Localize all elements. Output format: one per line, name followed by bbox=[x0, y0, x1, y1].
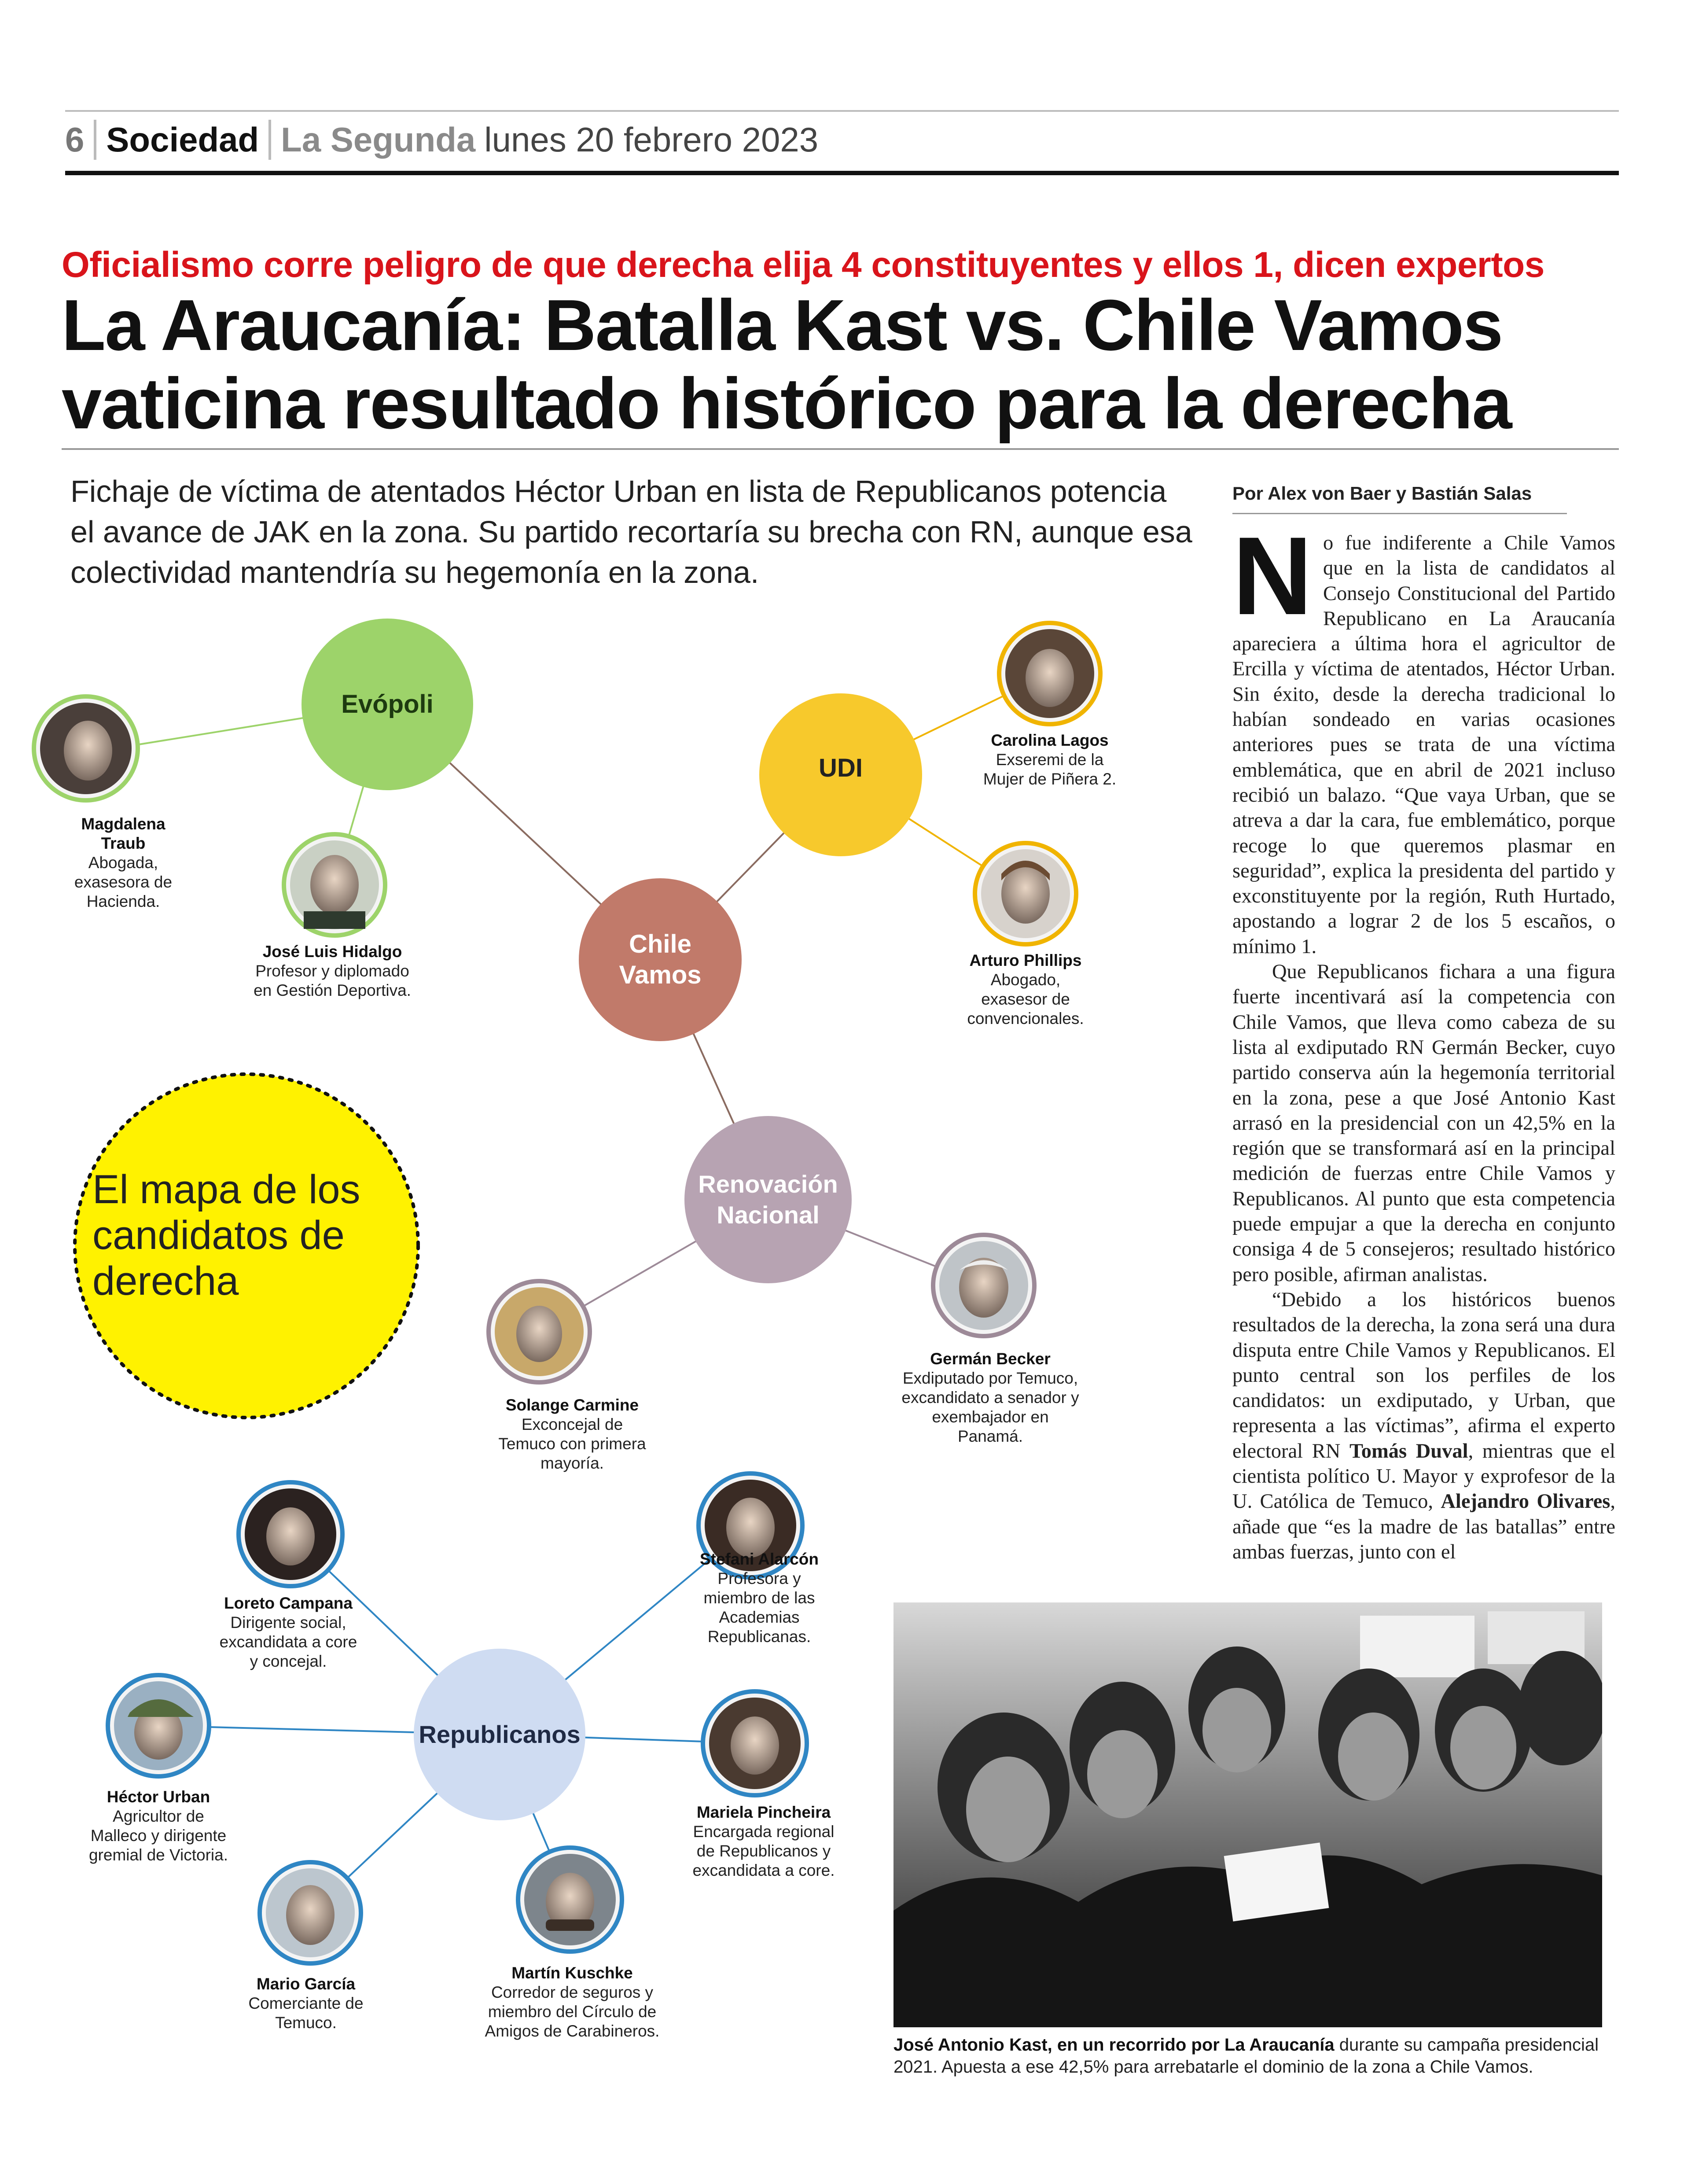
person-name: Carolina Lagos bbox=[991, 731, 1109, 749]
kast-campaign-photo bbox=[893, 1602, 1602, 2027]
chile-vamos-label-line2: Vamos bbox=[619, 961, 702, 989]
person-urban bbox=[62, 1787, 255, 1865]
chile-vamos-label bbox=[619, 929, 702, 991]
portrait-kuschke bbox=[518, 1848, 622, 1952]
newspaper-name: La Segunda bbox=[281, 120, 476, 159]
article-body bbox=[1232, 530, 1615, 1583]
portrait-becker bbox=[933, 1235, 1034, 1336]
paragraph-1 bbox=[1232, 530, 1615, 959]
person-name: Martín Kuschke bbox=[511, 1964, 633, 1982]
person-phillips bbox=[933, 951, 1118, 1028]
photo-caption bbox=[893, 2034, 1620, 2078]
person-name: Germán Becker bbox=[930, 1350, 1051, 1368]
caption-bold: José Antonio Kast, en un recorrido por La Araucanía bbox=[893, 2035, 1335, 2055]
drop-cap: N bbox=[1232, 530, 1313, 638]
person-name: José Luis Hidalgo bbox=[262, 943, 402, 961]
person-hidalgo bbox=[213, 942, 451, 1000]
portrait-phillips bbox=[975, 843, 1076, 944]
person-kuschke bbox=[462, 1963, 682, 2041]
evopoli-label: Evópoli bbox=[341, 690, 434, 718]
udi-label: UDI bbox=[819, 754, 863, 782]
person-traub bbox=[44, 814, 202, 911]
person-name: Mario García bbox=[256, 1975, 356, 1993]
person-desc: Exconcejal de Temuco con primera mayoría. bbox=[498, 1415, 646, 1472]
person-pincheira bbox=[667, 1803, 860, 1880]
rn-label-line2: Nacional bbox=[717, 1201, 820, 1229]
person-desc: Agricultor de Malleco y dirigente gremial de Victoria. bbox=[88, 1807, 228, 1864]
person-alarcon bbox=[684, 1550, 834, 1646]
person-desc: Exseremi de la Mujer de Piñera 2. bbox=[983, 751, 1117, 788]
person-garcia bbox=[227, 1974, 385, 2033]
portrait-garcia bbox=[260, 1862, 361, 1963]
paragraph-3-text-c: , añade que “es la madre de las batallas” entre ambas fuerzas, junto con el bbox=[1232, 1490, 1615, 1563]
chile-vamos-label-line1: Chile bbox=[629, 930, 691, 958]
republicanos-label: Republicanos bbox=[419, 1720, 581, 1748]
infographic-title: El mapa de los candidatos de derecha bbox=[92, 1167, 360, 1304]
portrait-traub bbox=[34, 696, 138, 800]
photo-illustration bbox=[893, 1602, 1602, 2027]
person-name: Magdalena Traub bbox=[81, 815, 165, 852]
section-name: Sociedad bbox=[96, 120, 271, 160]
rn-label bbox=[698, 1169, 838, 1230]
person-name: Héctor Urban bbox=[107, 1788, 210, 1806]
person-desc: Profesor y diplomado en Gestión Deportiva. bbox=[254, 962, 411, 999]
rn-label-line1: Renovación bbox=[698, 1170, 838, 1198]
person-name: Solange Carmine bbox=[505, 1396, 639, 1414]
person-carmine bbox=[467, 1396, 678, 1473]
person-name: Mariela Pincheira bbox=[696, 1803, 831, 1821]
portrait-urban bbox=[108, 1675, 209, 1776]
portrait-lagos bbox=[999, 623, 1100, 724]
deck: Fichaje de víctima de atentados Héctor Urban en lista de Republicanos potencia el avance de JAK en la zona. Su partido recortaría su brecha con RN, aunque esa colectividad mantendría su hegemonía en la zona. bbox=[70, 474, 1192, 589]
portrait-campana bbox=[239, 1482, 342, 1586]
expert-name-olivares: Alejandro Olivares bbox=[1441, 1490, 1610, 1513]
person-desc: Encargada regional de Republicanos y excandidata a core. bbox=[692, 1823, 835, 1879]
person-name: Stefani Alarcón bbox=[699, 1550, 819, 1568]
person-lagos bbox=[944, 731, 1155, 789]
kicker: Oficialismo corre peligro de que derecha elija 4 constituyentes y ellos 1, dicen expertos bbox=[62, 245, 1544, 285]
portrait-hidalgo bbox=[284, 834, 385, 935]
person-desc: Comerciante de Temuco. bbox=[248, 1994, 364, 2032]
paragraph-3-text-a: “Debido a los históricos buenos resultados de la derecha, la zona será una dura disputa entre Chile Vamos y Republicanos. El punto central son los perfiles de los candidatos: un exdiputado, y Urban, que representa a las víctimas”, afirma el experto electoral RN bbox=[1232, 1288, 1615, 1462]
person-desc: Profesora y miembro de las Academias Republicanas. bbox=[703, 1569, 815, 1646]
paragraph-2: Que Republicanos fichara a una figura fuerte incentivará así la competencia con Chile Vamos, que lleva como cabeza de su lista al exdiputado RN Germán Becker, cuyo partido conserva aún la hegemonía territorial en la zona, pese a que José Antonio Kast arrasó en la presidencial con un 42,5% en la región que se transformará así en la principal medición de fuerzas entre Chile Vamos y Republicanos. Al punto que esta competencia puede empujar a que la derecha en conjunto consiga 4 de 5 consejeros; resultado histórico pero posible, afirman analistas. bbox=[1232, 961, 1615, 1286]
person-desc: Abogada, exasesora de Hacienda. bbox=[74, 854, 173, 910]
portrait-carmine bbox=[489, 1281, 590, 1382]
person-desc: Corredor de seguros y miembro del Círculo de Amigos de Carabineros. bbox=[485, 1983, 660, 2040]
portrait-pincheira bbox=[703, 1691, 807, 1795]
byline-rule bbox=[1232, 513, 1567, 514]
paragraph-3 bbox=[1232, 1287, 1615, 1565]
person-name: Loreto Campana bbox=[224, 1594, 353, 1612]
person-becker bbox=[876, 1349, 1105, 1446]
headline: La Araucanía: Batalla Kast vs. Chile Vamos vaticina resultado histórico para la derecha bbox=[62, 285, 1511, 444]
paragraph-1-text: o fue indiferente a Chile Vamos que en la lista de candidatos al Consejo Constitucional del Partido Republicano en La Araucanía apareciera a última hora el agricultor de Ercilla y víctima de atentados, Héctor Urban. Sin éxito, desde la derecha tradicional lo habían sondeado en varias ocasiones anteriores pues se trata de una víctima emblemática, que en abril de 2021 incluso recibió un balazo. “Que vaya Urban, que se atreva a dar la cara, fue emblemático, porque recoge lo que queremos plasmar en seguridad”, explica la presidenta del partido y exconstituyente por la región, Ruth Hurtado, apostando a lograr 2 de los 5 escaños, o mínimo 1. bbox=[1232, 532, 1615, 958]
person-campana bbox=[191, 1594, 385, 1671]
caption-rest: durante su campaña presidencial 2021. Apuesta a ese 42,5% para arrebatarle el dominio de la zona a Chile Vamos. bbox=[893, 2035, 1599, 2077]
person-desc: Exdiputado por Temuco, excandidato a senador y exembajador en Panamá. bbox=[901, 1369, 1079, 1445]
person-desc: Abogado, exasesor de convencionales. bbox=[967, 971, 1084, 1028]
issue-date: lunes 20 febrero 2023 bbox=[484, 120, 819, 159]
paragraph-3-text-b: , mientras que el cientista político U. Mayor y exprofesor de la U. Católica de Temuco, bbox=[1232, 1440, 1615, 1513]
byline: Por Alex von Baer y Bastián Salas bbox=[1232, 483, 1532, 504]
person-desc: Dirigente social, excandidata a core y concejal. bbox=[219, 1613, 357, 1670]
expert-name-duval: Tomás Duval bbox=[1349, 1440, 1468, 1462]
person-name: Arturo Phillips bbox=[969, 951, 1082, 969]
page-number: 6 bbox=[65, 120, 96, 160]
